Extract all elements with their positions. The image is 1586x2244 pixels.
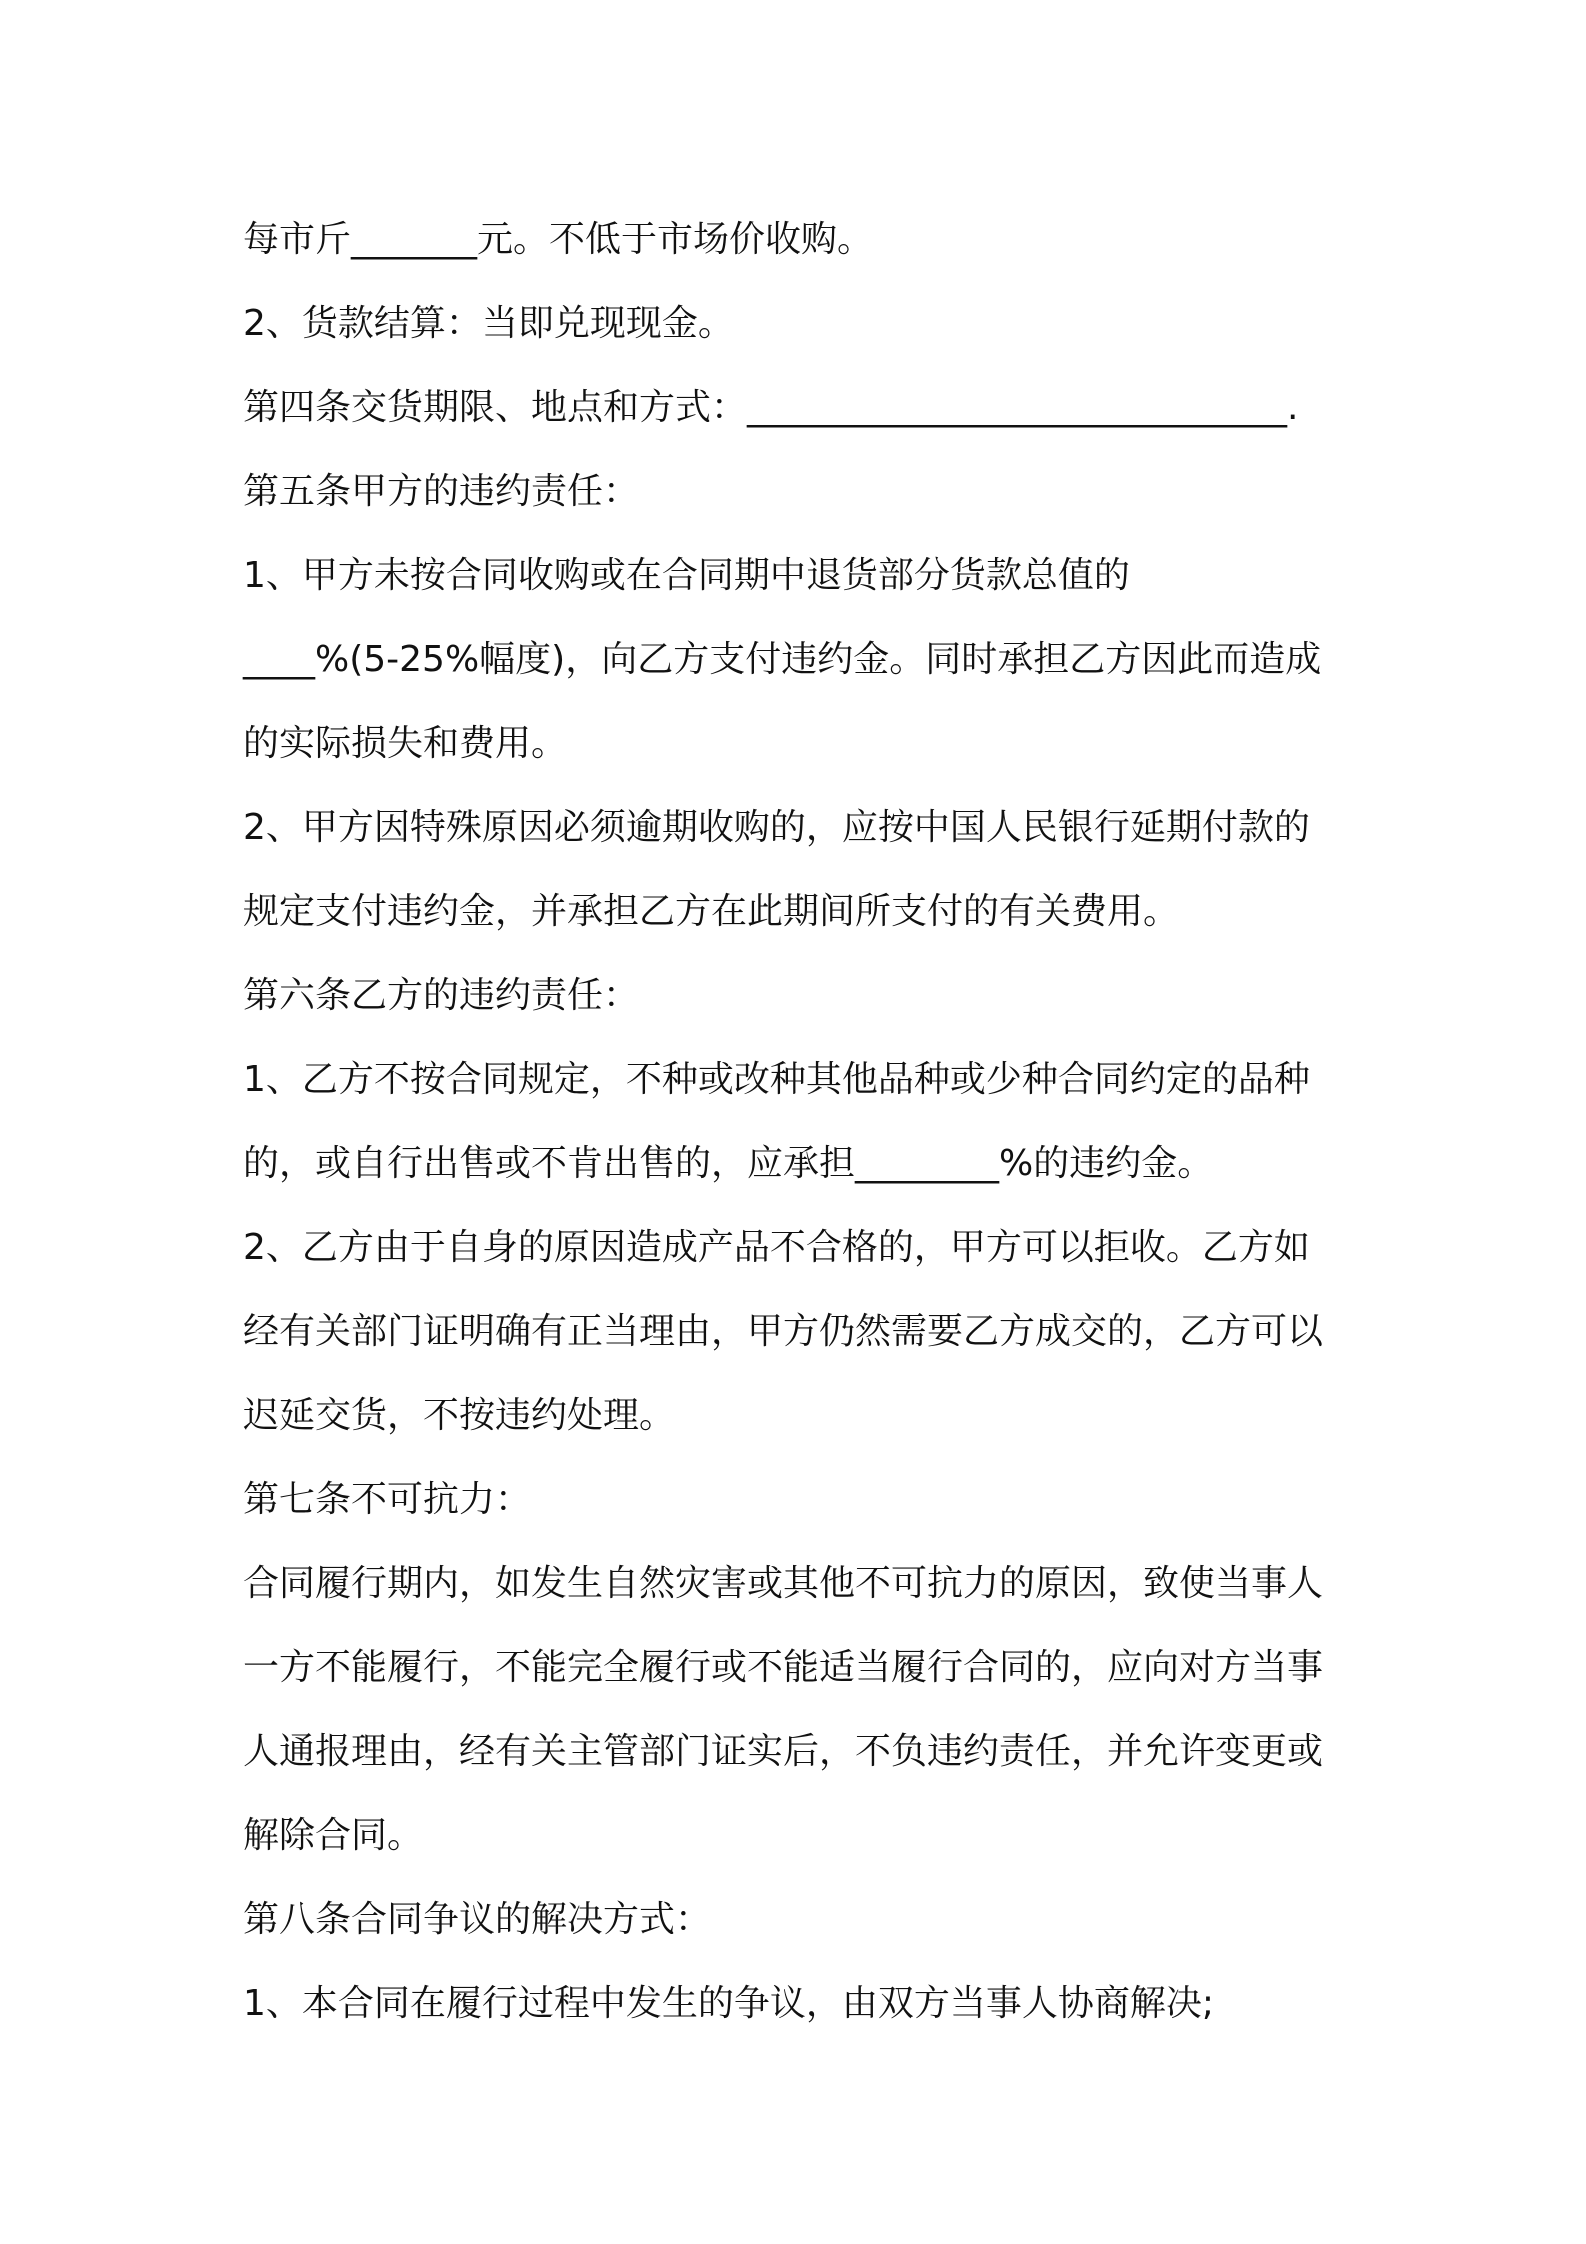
text-line: 解除合同。 bbox=[243, 1815, 424, 1856]
contract-text bbox=[243, 198, 1363, 2046]
text-line: 一方不能履行，不能完全履行或不能适当履行合同的，应向对方当事 bbox=[243, 1647, 1324, 1688]
text-line: 的，或自行出售或不肯出售的，应承担________%的违约金。 bbox=[243, 1143, 1214, 1184]
clause-heading: 第六条乙方的违约责任： bbox=[243, 975, 640, 1016]
clause-heading: 第七条不可抗力： bbox=[243, 1479, 532, 1520]
text-line: 合同履行期内，如发生自然灾害或其他不可抗力的原因，致使当事人 bbox=[243, 1563, 1324, 1604]
clause-heading: 第八条合同争议的解决方式： bbox=[243, 1899, 712, 1940]
text-line: 1、本合同在履行过程中发生的争议，由双方当事人协商解决; bbox=[243, 1983, 1215, 2024]
text-line: 经有关部门证明确有正当理由，甲方仍然需要乙方成交的，乙方可以 bbox=[243, 1311, 1324, 1352]
text-line: ____%(5-25%幅度)，向乙方支付违约金。同时承担乙方因此而造成 bbox=[243, 639, 1322, 680]
text-line: 迟延交货，不按违约处理。 bbox=[243, 1395, 676, 1436]
clause-heading: 第四条交货期限、地点和方式：______________________________. bbox=[243, 387, 1299, 428]
text-line: 的实际损失和费用。 bbox=[243, 723, 568, 764]
text-line: 2、甲方因特殊原因必须逾期收购的，应按中国人民银行延期付款的 bbox=[243, 807, 1310, 848]
text-line: 1、甲方未按合同收购或在合同期中退货部分货款总值的 bbox=[243, 555, 1130, 596]
text-line: 2、货款结算：当即兑现现金。 bbox=[243, 303, 734, 344]
clause-heading: 第五条甲方的违约责任： bbox=[243, 471, 640, 512]
text-line: 人通报理由，经有关主管部门证实后，不负违约责任，并允许变更或 bbox=[243, 1731, 1324, 1772]
text-line: 规定支付违约金，并承担乙方在此期间所支付的有关费用。 bbox=[243, 891, 1180, 932]
text-line: 2、乙方由于自身的原因造成产品不合格的，甲方可以拒收。乙方如 bbox=[243, 1227, 1310, 1268]
text-line: 1、乙方不按合同规定，不种或改种其他品种或少种合同约定的品种 bbox=[243, 1059, 1310, 1100]
text-line: 每市斤_______元。不低于市场价收购。 bbox=[243, 219, 874, 260]
